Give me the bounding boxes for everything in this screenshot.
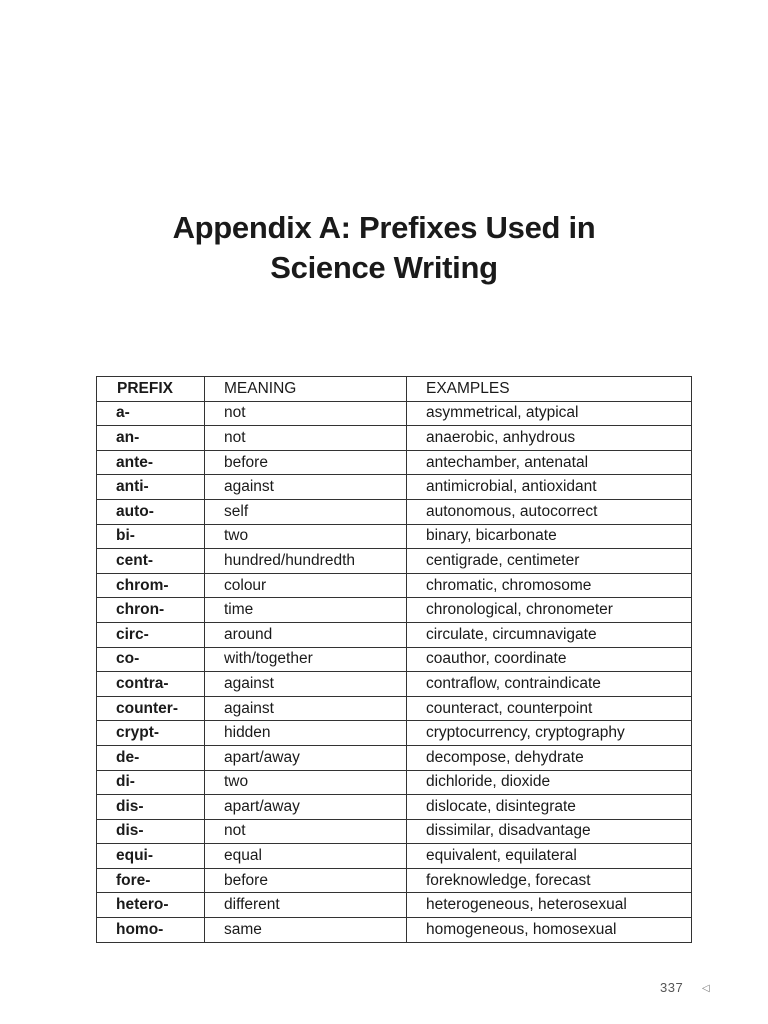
prefix-cell: auto- <box>97 499 205 524</box>
meaning-cell: not <box>205 401 407 426</box>
meaning-cell: before <box>205 868 407 893</box>
table-row <box>97 696 692 721</box>
table-row <box>97 622 692 647</box>
examples-cell: antimicrobial, antioxidant <box>407 475 692 500</box>
meaning-cell: against <box>205 672 407 697</box>
table-row <box>97 770 692 795</box>
meaning-cell: before <box>205 450 407 475</box>
table-row <box>97 598 692 623</box>
meaning-cell: hundred/hundredth <box>205 549 407 574</box>
table-row <box>97 844 692 869</box>
examples-cell: homogeneous, homosexual <box>407 918 692 943</box>
meaning-cell: not <box>205 819 407 844</box>
examples-cell: dissimilar, disadvantage <box>407 819 692 844</box>
prefix-cell: hetero- <box>97 893 205 918</box>
table-row <box>97 499 692 524</box>
table-row <box>97 745 692 770</box>
prefix-cell: crypt- <box>97 721 205 746</box>
examples-cell: foreknowledge, forecast <box>407 868 692 893</box>
header-examples: EXAMPLES <box>407 377 692 402</box>
meaning-cell: two <box>205 524 407 549</box>
prefix-cell: an- <box>97 426 205 451</box>
prefix-cell: bi- <box>97 524 205 549</box>
examples-cell: asymmetrical, atypical <box>407 401 692 426</box>
prefix-cell: dis- <box>97 819 205 844</box>
prefix-cell: a- <box>97 401 205 426</box>
prefix-cell: counter- <box>97 696 205 721</box>
table-row <box>97 795 692 820</box>
prefix-cell: circ- <box>97 622 205 647</box>
examples-cell: centigrade, centimeter <box>407 549 692 574</box>
page-number: 337 <box>660 980 684 995</box>
meaning-cell: hidden <box>205 721 407 746</box>
table-row <box>97 672 692 697</box>
table-row <box>97 918 692 943</box>
meaning-cell: colour <box>205 573 407 598</box>
examples-cell: counteract, counterpoint <box>407 696 692 721</box>
meaning-cell: with/together <box>205 647 407 672</box>
page-title-line-1: Appendix A: Prefixes Used in <box>172 210 596 245</box>
examples-cell: anaerobic, anhydrous <box>407 426 692 451</box>
table-row <box>97 524 692 549</box>
table-row <box>97 450 692 475</box>
examples-cell: chromatic, chromosome <box>407 573 692 598</box>
examples-cell: contraflow, contraindicate <box>407 672 692 697</box>
examples-cell: heterogeneous, heterosexual <box>407 893 692 918</box>
meaning-cell: time <box>205 598 407 623</box>
meaning-cell: apart/away <box>205 745 407 770</box>
left-triangle-outline-icon: ◁ <box>702 983 710 994</box>
meaning-cell: same <box>205 918 407 943</box>
prefix-cell: anti- <box>97 475 205 500</box>
table-row <box>97 549 692 574</box>
meaning-cell: against <box>205 696 407 721</box>
table-row <box>97 647 692 672</box>
page-title <box>0 208 768 288</box>
header-prefix: PREFIX <box>97 377 205 402</box>
examples-cell: chronological, chronometer <box>407 598 692 623</box>
examples-cell: dislocate, disintegrate <box>407 795 692 820</box>
prefix-cell: chron- <box>97 598 205 623</box>
prefix-cell: chrom- <box>97 573 205 598</box>
prefix-cell: contra- <box>97 672 205 697</box>
meaning-cell: against <box>205 475 407 500</box>
meaning-cell: not <box>205 426 407 451</box>
prefix-cell: di- <box>97 770 205 795</box>
prefix-cell: dis- <box>97 795 205 820</box>
table-header-row <box>97 377 692 402</box>
meaning-cell: two <box>205 770 407 795</box>
table-row <box>97 868 692 893</box>
examples-cell: equivalent, equilateral <box>407 844 692 869</box>
table-row <box>97 721 692 746</box>
examples-cell: cryptocurrency, cryptography <box>407 721 692 746</box>
meaning-cell: apart/away <box>205 795 407 820</box>
meaning-cell: around <box>205 622 407 647</box>
examples-cell: dichloride, dioxide <box>407 770 692 795</box>
prefix-cell: equi- <box>97 844 205 869</box>
prefix-cell: cent- <box>97 549 205 574</box>
meaning-cell: different <box>205 893 407 918</box>
page-title-line-2: Science Writing <box>270 250 498 285</box>
table-row <box>97 475 692 500</box>
examples-cell: coauthor, coordinate <box>407 647 692 672</box>
table-row <box>97 401 692 426</box>
examples-cell: antechamber, antenatal <box>407 450 692 475</box>
examples-cell: binary, bicarbonate <box>407 524 692 549</box>
prefix-cell: homo- <box>97 918 205 943</box>
examples-cell: circulate, circumnavigate <box>407 622 692 647</box>
meaning-cell: self <box>205 499 407 524</box>
prefix-cell: de- <box>97 745 205 770</box>
table-body <box>97 401 692 942</box>
prefix-cell: co- <box>97 647 205 672</box>
table-row <box>97 573 692 598</box>
prefix-cell: fore- <box>97 868 205 893</box>
prefix-cell: ante- <box>97 450 205 475</box>
examples-cell: autonomous, autocorrect <box>407 499 692 524</box>
table-row <box>97 819 692 844</box>
table-row <box>97 426 692 451</box>
header-meaning: MEANING <box>205 377 407 402</box>
meaning-cell: equal <box>205 844 407 869</box>
prefix-table <box>96 376 692 943</box>
table-row <box>97 893 692 918</box>
examples-cell: decompose, dehydrate <box>407 745 692 770</box>
